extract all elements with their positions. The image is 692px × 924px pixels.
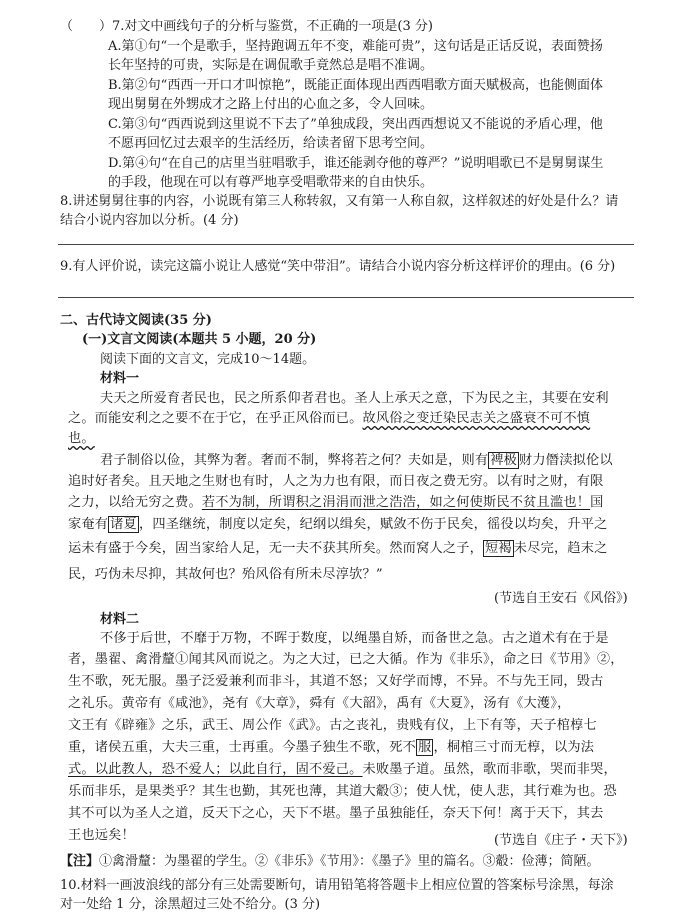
material-2-line: 不侈于后世，不靡于万物，不晖于数度，以绳墨自矫，而备世之急。古之道术有在于是 (100, 631, 609, 646)
boxed-word: 裨极 (490, 453, 518, 468)
material-1-line (68, 494, 604, 512)
material-1-line (68, 516, 608, 534)
q7-option-d-line2: 的手段，他现在可以有尊严地享受唱歌带来的自由快乐。 (108, 175, 434, 190)
material-1-line (68, 430, 95, 448)
material-1-source: (节选自王安石《风俗》) (494, 591, 628, 606)
footnote-text: ①禽滑釐：为墨翟的学生。②《非乐》《节用》：《墨子》里的篇名。③觳：俭薄；简陋。 (99, 854, 600, 869)
material-1-line: 夫天之所爱育者民也，民之所系仰者君也。圣人上承天之意，下为民之主，其要在安利 (100, 391, 609, 406)
material-1-text: 财力僭渎拟伦以 (519, 453, 613, 468)
q7-option-a-line2: 长年坚持的可贵，实际是在调侃歌手竟然总是唱不准调。 (108, 58, 434, 73)
q7-option-d-line1: D.第④句“在自己的店里当驻唱歌手，谁还能剥夺他的尊严？”说明唱歌已不是舅舅谋生 (108, 156, 604, 171)
q7-option-c-line2: 不愿再回忆过去艰辛的生活经历，给读者留下思考空间。 (108, 136, 434, 151)
material-1-line (68, 410, 590, 428)
material-2-line (68, 739, 594, 757)
material-2-text: 重，诸侯五重，大夫三重，士再重。今墨子独生不歌，死不 (68, 740, 417, 755)
material-2-line: 之礼乐。黄帝有《咸池》，尧有《大章》，舜有《大韶》，禹有《大夏》，汤有《大濩》， (68, 696, 571, 711)
material-1-text: 未尽完，趋末之 (513, 541, 608, 556)
answer-line (58, 244, 634, 245)
q10-stem-line2: 对一处给 1 分，涂黑超过三处不给分。(3 分) (60, 897, 321, 912)
subsection-title: (一)文言文阅读(本题共 5 小题，20 分) (82, 332, 317, 347)
material-2-line: 者，墨翟、禽滑釐①闻其风而说之。为之大过，已之大循。作为《非乐》，命之曰《节用》②， (68, 652, 624, 667)
underlined-sentence: 式。以此教人，恐不爱人；以此自行，固不爱己。 (68, 762, 363, 777)
material-1-line: 追时好者矣。且天地之生财也有时，人之为力也有限，而日夜之费无穷。以有时之财，有限 (68, 474, 604, 489)
boxed-word: 服 (418, 740, 432, 755)
footnotes (60, 853, 600, 871)
material-2-line: 其不可以为圣人之道，反天下之心，天下不堪。墨子虽独能任，奈天下何！离于天下，其去 (68, 806, 604, 821)
reading-instructions: 阅读下面的文言文，完成10～14题。 (100, 352, 316, 367)
q10-stem-line1: 10.材料一画波浪线的部分有三处需要断句，请用铅笔将答题卡上相应位置的答案标号涂黑，每涂 (60, 878, 614, 893)
material-1-text: 运未有盛于今矣，固当家给人足，无一夫不获其所矣。然而窝人之子， (68, 541, 484, 556)
q8-stem-line1: 8.讲述舅舅往事的内容，小说既有第三人称转叙，又有第一人称自叙，这样叙述的好处是什么？请 (60, 194, 619, 209)
underlined-sentence: 若不为制，所谓积之涓涓而泄之浩浩，如之何使斯民不贫且滥也！ (201, 495, 591, 510)
material-1-text: 国 (590, 495, 604, 510)
material-2-line: 生不歌，死无服。墨子泛爱兼利而非斗，其道不怒；又好学而博，不异。不与先王同，毁古 (68, 674, 604, 689)
material-1-text: 之力，以给无穷之费。 (68, 495, 202, 510)
q7-option-b-line1: B.第②句“西西一开口才叫惊艳”，既能正面体现出西西唱歌方面天赋极高，也能侧面体 (108, 78, 603, 93)
wavy-underlined-sentence: 故风俗之变迁染民志关之盛衰不可不慎 (362, 411, 591, 426)
material-2-source: (节选自《庄子・天下》) (494, 833, 628, 848)
material-1-text: 君子制俗以俭，其弊为奢。奢而不制，弊将若之何？夫如是，则有 (100, 453, 489, 468)
q8-stem-line2: 结合小说内容加以分析。(4 分) (60, 213, 239, 228)
material-2-line: 文王有《辟雍》之乐，武王、周公作《武》。古之丧礼，贵贱有仪，上下有等，天子棺椁七 (68, 718, 597, 733)
material-2-title: 材料二 (100, 612, 140, 627)
section-title: 二、古代诗文阅读(35 分) (60, 313, 212, 328)
wavy-underlined-sentence-end: 也。 (68, 431, 95, 446)
material-1-title: 材料一 (100, 371, 140, 386)
material-2-line: 王也远矣！ (68, 828, 135, 843)
q7-option-b-line2: 现出舅舅在外甥成才之路上付出的心血之多，令人回味。 (108, 97, 434, 112)
material-2-text: 未败墨子道。虽然，歌而非歌，哭而非哭， (362, 762, 617, 777)
material-2-line: 乐而非乐，是果类乎？其生也勤，其死也薄，其道大觳③；使人忧，使人悲，其行难为也。恐 (68, 784, 617, 799)
material-2-text: ，桐棺三寸而无椁，以为法 (433, 740, 595, 755)
q7-option-a-line1: A.第①句“一个是歌手，坚持跑调五年不变，难能可贵”，这句话是正话反说，表面赞扬 (108, 39, 603, 54)
q7-stem: （ ）7.对文中画线句子的分析与鉴赏，不正确的一项是(3 分) (60, 19, 433, 34)
material-1-text: ，四圣继统，制度以定矣，纪纲以缉矣，赋敛不伤于民矣，徭役以均矣，升平之 (138, 517, 608, 532)
q7-option-c-line1: C.第③句“西西说到这里说不下去了”单独成段，突出西西想说又不能说的矛盾心理，他 (108, 117, 603, 132)
answer-line (58, 297, 634, 298)
material-1-text: 之。而能安利之之要不在于它，在乎正风俗而已。 (68, 411, 363, 426)
q9-stem: 9.有人评价说，读完这篇小说让人感觉“笑中带泪”。请结合小说内容分析这样评价的理由。(6 分) (60, 259, 616, 274)
material-2-line (68, 761, 617, 779)
boxed-word: 诸夏 (110, 517, 137, 532)
footnote-label: 【注】 (60, 854, 100, 869)
material-1-line (68, 540, 608, 558)
material-1-line (100, 452, 613, 470)
material-1-line: 民，巧伪未尽抑，其故何也？殆风俗有所未尽淳欤？” (68, 567, 383, 582)
boxed-word: 短褐 (485, 541, 512, 556)
material-1-text: 家奄有 (68, 517, 109, 532)
